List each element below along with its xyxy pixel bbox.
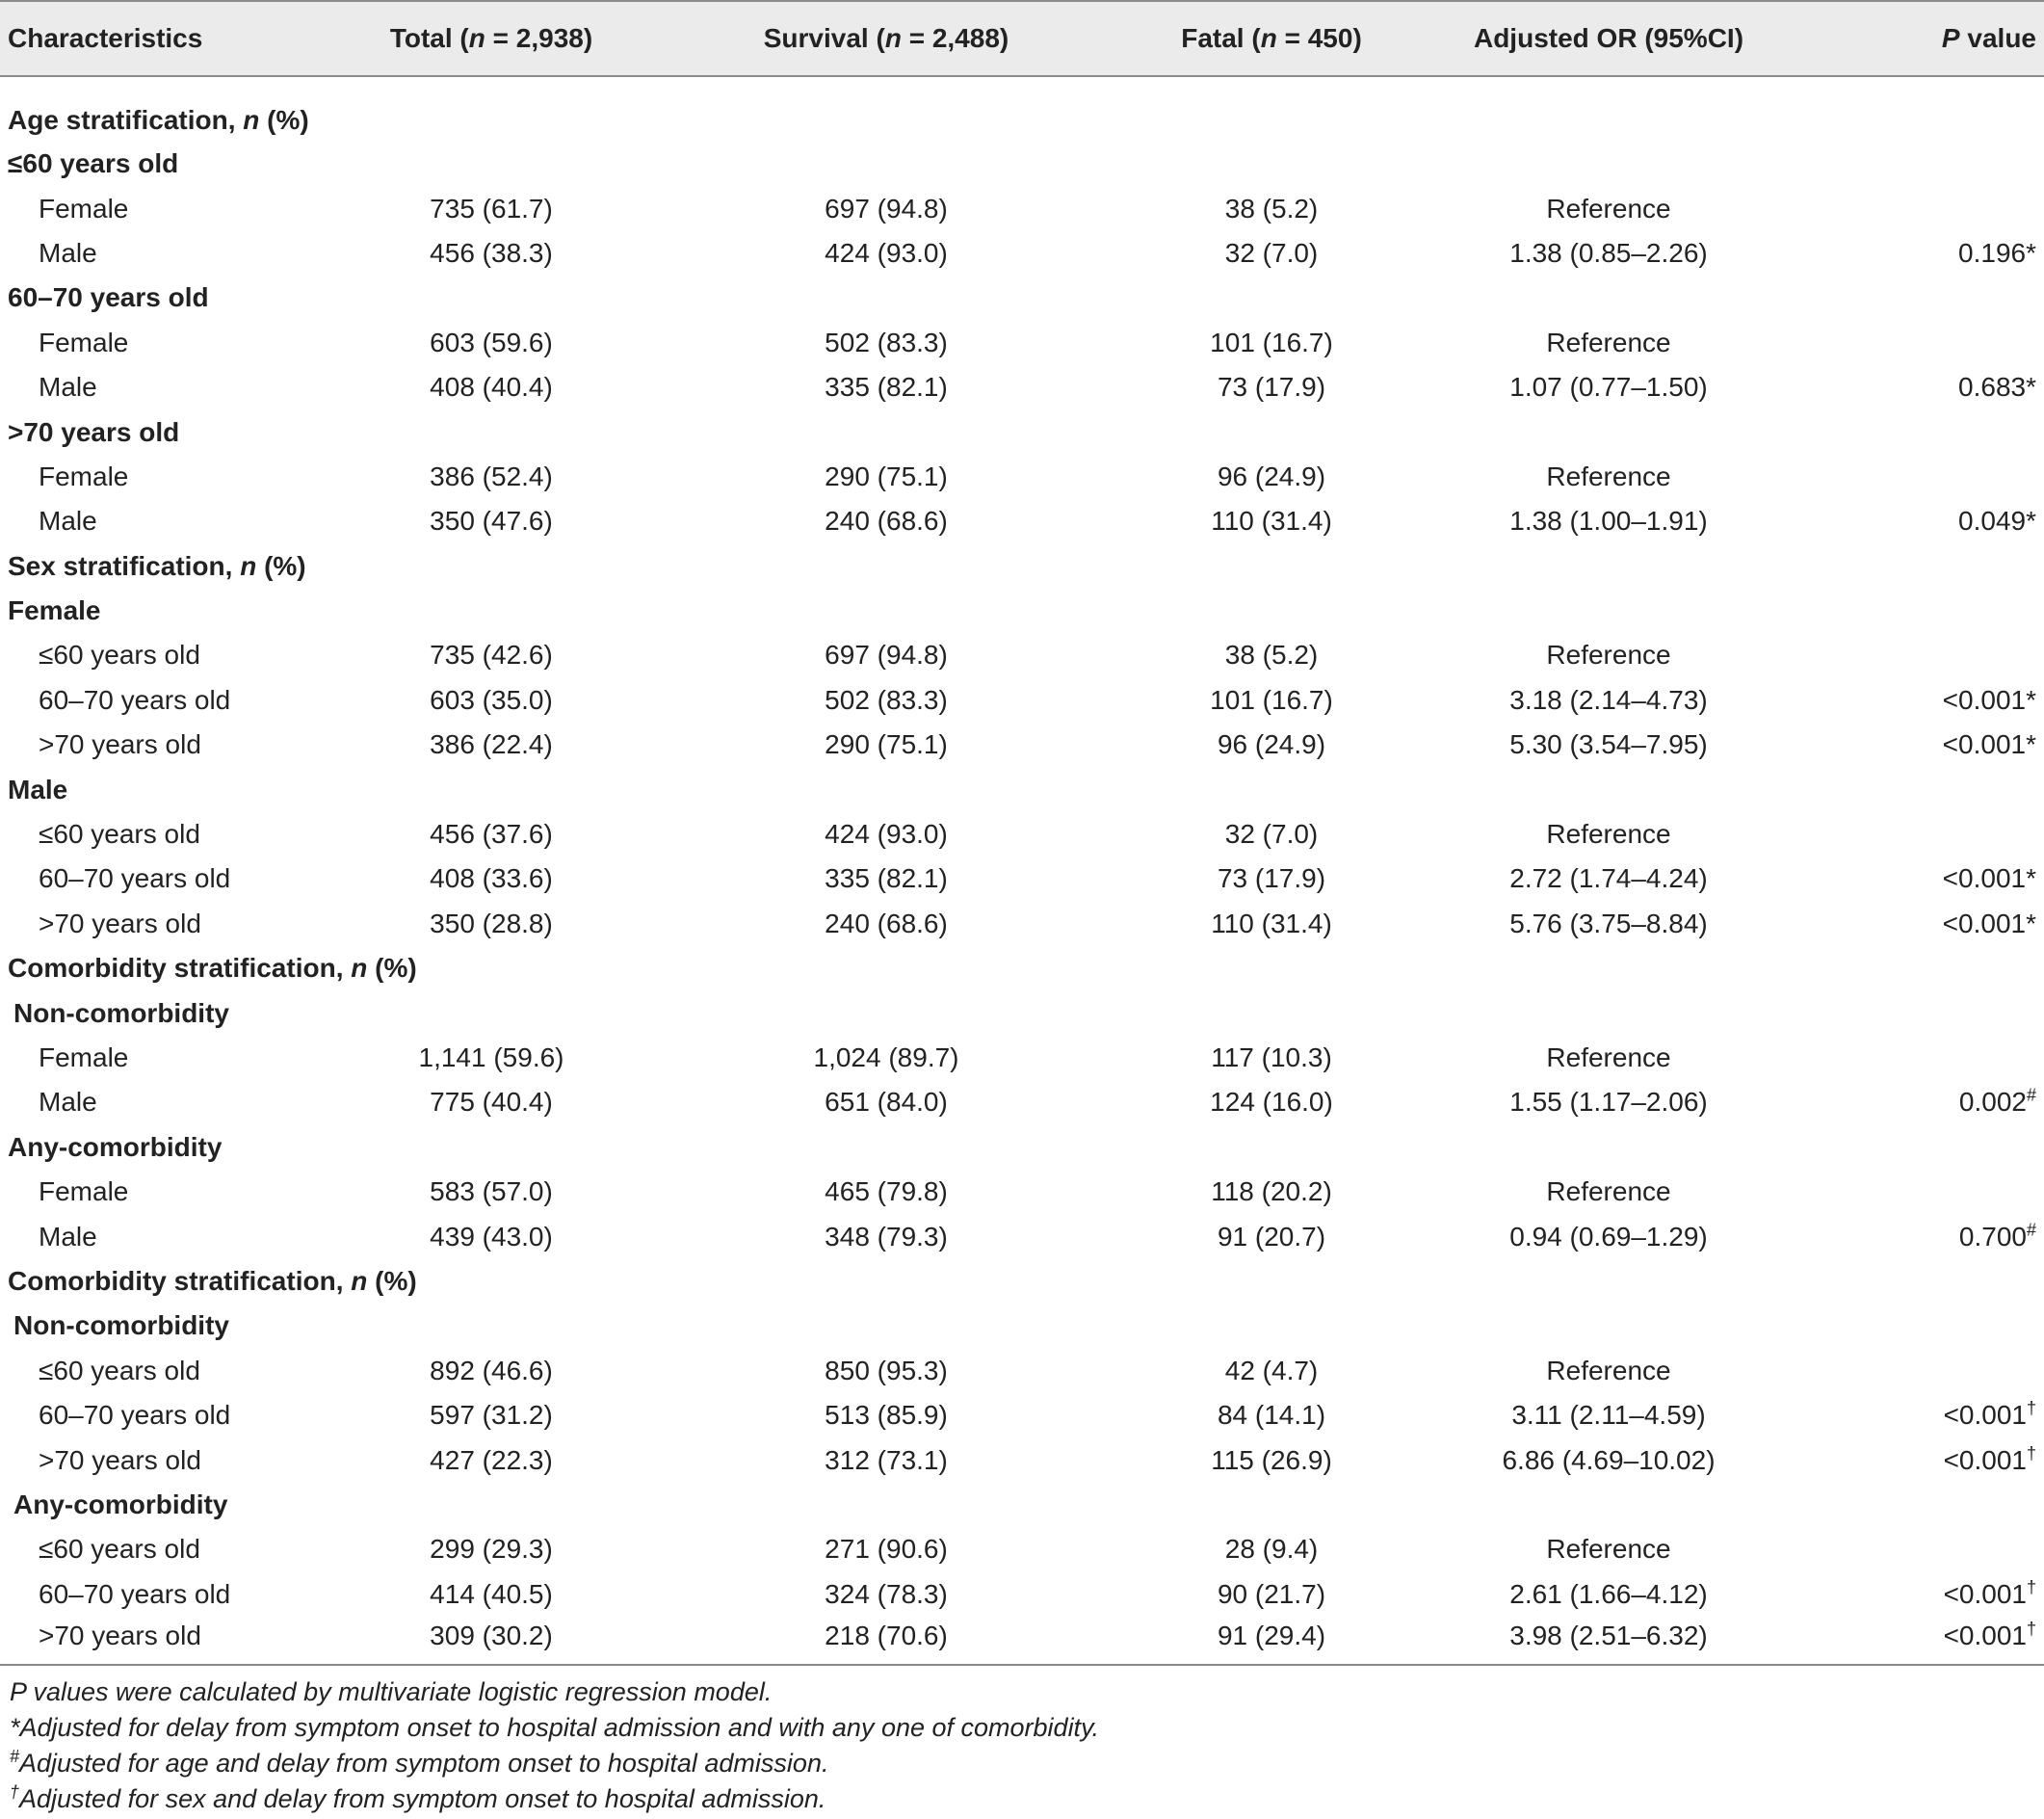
cell-total: 414 (40.5) [430, 1578, 553, 1609]
cell-fatal: 91 (29.4) [1108, 1617, 1435, 1665]
subgroup-heading: 60–70 years old [8, 282, 209, 313]
row-label: ≤60 years old [39, 1355, 200, 1385]
cell-adjusted-or: Reference [1546, 327, 1671, 357]
row-label: Female [39, 461, 129, 491]
cell-total: 408 (33.6) [430, 863, 553, 894]
subgroup-heading-row [0, 767, 2044, 811]
cell-total: 386 (22.4) [430, 729, 553, 760]
cell-adjusted-or: Reference [1546, 461, 1671, 491]
subgroup-heading: Any-comorbidity [13, 1489, 228, 1519]
cell-p-value: <0.001† [1943, 1398, 2036, 1431]
table-row [0, 455, 2044, 499]
footnote-marker: † [10, 1782, 20, 1802]
subgroup-heading-row [0, 142, 2044, 186]
cell-fatal: 73 (17.9) [1217, 372, 1326, 403]
cell-survival: 335 (82.1) [825, 372, 948, 403]
footnote: *Adjusted for delay from symptom onset to hospital admission and with any one of comorbidity. [10, 1713, 1100, 1742]
cell-total: 603 (35.0) [430, 684, 553, 715]
cell-survival: 513 (85.9) [825, 1400, 948, 1431]
col-header-total: Total (n = 2,938) [318, 1, 665, 76]
table-row [0, 857, 2044, 901]
cell-p-value: <0.001* [1942, 863, 2036, 894]
col-header-fatal: Fatal (n = 450) [1108, 1, 1435, 76]
subgroup-heading-row [0, 589, 2044, 633]
table-row [0, 1214, 2044, 1258]
row-label: ≤60 years old [39, 1534, 200, 1565]
table-row [0, 723, 2044, 767]
footnote-marker: # [10, 1747, 20, 1766]
cell-survival: 335 (82.1) [825, 863, 948, 894]
cell-fatal: 38 (5.2) [1224, 193, 1319, 224]
cell-survival: 1,024 (89.7) [813, 1042, 959, 1072]
subgroup-heading: Non-comorbidity [13, 997, 229, 1028]
subgroup-heading: Female [8, 595, 101, 626]
section-heading: Sex stratification, n (%) [8, 550, 306, 581]
table-row [0, 812, 2044, 857]
cell-fatal: 118 (20.2) [1211, 1176, 1332, 1207]
cell-adjusted-or: 1.38 (0.85–2.26) [1509, 237, 1708, 268]
cell-p-value [1782, 455, 2044, 499]
cell-total: 350 (28.8) [430, 908, 553, 938]
table-row [0, 1617, 2044, 1665]
cell-total: 603 (59.6) [430, 327, 553, 357]
cell-fatal: 110 (31.4) [1211, 908, 1332, 938]
cell-total: 1,141 (59.6) [418, 1042, 564, 1072]
row-label: Male [39, 1087, 97, 1118]
cell-total: 735 (61.7) [430, 193, 553, 224]
subgroup-heading: Any-comorbidity [8, 1131, 223, 1162]
cell-survival: 502 (83.3) [825, 327, 948, 357]
cell-p-value: <0.001† [1782, 1617, 2044, 1665]
cell-survival: 651 (84.0) [825, 1087, 948, 1118]
table-row [0, 1527, 2044, 1571]
cell-adjusted-or: 2.72 (1.74–4.24) [1509, 863, 1708, 894]
cell-total: 427 (22.3) [430, 1444, 553, 1475]
cell-survival: 240 (68.6) [825, 506, 948, 537]
row-label: Female [39, 327, 129, 357]
cell-fatal: 115 (26.9) [1211, 1444, 1332, 1475]
subgroup-heading-row [0, 990, 2044, 1035]
cell-p-value: <0.001* [1942, 684, 2036, 715]
row-label: 60–70 years old [39, 863, 231, 894]
section-heading-row [0, 1259, 2044, 1304]
cell-p-value [1782, 812, 2044, 857]
cell-fatal: 101 (16.7) [1210, 327, 1333, 357]
p-value-marker: † [2026, 1619, 2036, 1639]
table-header [0, 1, 2044, 76]
cell-adjusted-or: 6.86 (4.69–10.02) [1502, 1444, 1716, 1475]
footnote: #Adjusted for age and delay from symptom onset to hospital admission. [10, 1747, 829, 1778]
table-row [0, 1080, 2044, 1124]
p-value-marker: † [2026, 1398, 2036, 1418]
cell-fatal: 73 (17.9) [1217, 863, 1326, 894]
table-row [0, 678, 2044, 723]
cell-p-value [1782, 1170, 2044, 1214]
row-label: 60–70 years old [39, 1400, 231, 1431]
table-body [0, 76, 2044, 1665]
cell-fatal: 32 (7.0) [1224, 237, 1319, 268]
subgroup-heading: ≤60 years old [8, 148, 179, 179]
col-header-p-value: P value [1782, 1, 2044, 76]
cell-adjusted-or: Reference [1546, 1042, 1671, 1072]
cell-total: 583 (57.0) [430, 1176, 553, 1207]
subgroup-heading-row [0, 276, 2044, 320]
row-label: >70 years old [39, 908, 201, 938]
table-row [0, 902, 2044, 946]
row-label: 60–70 years old [39, 684, 231, 715]
cell-fatal: 96 (24.9) [1217, 461, 1326, 491]
row-label: >70 years old [39, 729, 201, 760]
section-heading-row [0, 544, 2044, 589]
cell-survival: 697 (94.8) [825, 640, 948, 671]
row-label: Female [39, 1176, 129, 1207]
cell-total: 892 (46.6) [430, 1355, 553, 1385]
row-label: 60–70 years old [39, 1578, 231, 1609]
section-heading: Comorbidity stratification, n (%) [8, 1265, 417, 1296]
row-label: >70 years old [0, 1617, 318, 1665]
p-value-marker: † [2026, 1443, 2036, 1463]
cell-total: 350 (47.6) [430, 506, 553, 537]
row-label: Female [39, 1042, 129, 1072]
cell-survival: 218 (70.6) [665, 1617, 1108, 1665]
cell-fatal: 28 (9.4) [1224, 1534, 1319, 1565]
cell-adjusted-or: 1.55 (1.17–2.06) [1509, 1087, 1708, 1118]
cell-total: 386 (52.4) [430, 461, 553, 491]
header-row [0, 1, 2044, 76]
cell-survival: 290 (75.1) [825, 461, 948, 491]
table-row [0, 1036, 2044, 1080]
cell-adjusted-or: 1.38 (1.00–1.91) [1509, 506, 1708, 537]
cell-fatal: 42 (4.7) [1224, 1355, 1319, 1385]
section-heading-row [0, 946, 2044, 990]
row-label: Male [39, 1221, 97, 1252]
cell-p-value: <0.001† [1943, 1443, 2036, 1475]
cell-p-value: 0.196* [1958, 237, 2036, 268]
section-heading-row [0, 76, 2044, 142]
cell-p-value [1782, 1349, 2044, 1393]
cell-fatal: 110 (31.4) [1211, 506, 1332, 537]
table-row [0, 1572, 2044, 1617]
cell-p-value [1782, 186, 2044, 230]
cell-survival: 312 (73.1) [825, 1444, 948, 1475]
cell-total: 299 (29.3) [430, 1534, 553, 1565]
cell-total: 456 (38.3) [430, 237, 553, 268]
section-heading: Age stratification, n (%) [8, 105, 309, 135]
subgroup-heading-row [0, 1483, 2044, 1527]
cell-adjusted-or: Reference [1546, 819, 1671, 850]
table-row [0, 1437, 2044, 1482]
cell-survival: 240 (68.6) [825, 908, 948, 938]
cell-p-value: <0.001† [1943, 1577, 2036, 1609]
footnote: †Adjusted for sex and delay from symptom onset to hospital admission. [10, 1782, 826, 1813]
cell-adjusted-or: Reference [1546, 1355, 1671, 1385]
row-label: Male [39, 372, 97, 403]
table-row [0, 1349, 2044, 1393]
row-label: ≤60 years old [39, 819, 200, 850]
cell-p-value: 0.049* [1958, 506, 2036, 537]
subgroup-heading: Male [8, 774, 68, 804]
cell-fatal: 101 (16.7) [1210, 684, 1333, 715]
cell-survival: 348 (79.3) [825, 1221, 948, 1252]
cell-fatal: 91 (20.7) [1217, 1221, 1326, 1252]
cell-survival: 850 (95.3) [825, 1355, 948, 1385]
row-label: Female [39, 193, 129, 224]
cell-fatal: 32 (7.0) [1224, 819, 1319, 850]
footnote: P values were calculated by multivariate logistic regression model. [10, 1677, 773, 1706]
section-heading: Comorbidity stratification, n (%) [8, 953, 417, 984]
cell-fatal: 90 (21.7) [1217, 1578, 1326, 1609]
cell-p-value [1782, 633, 2044, 677]
cell-p-value [1782, 1527, 2044, 1571]
p-value-marker: # [2026, 1086, 2036, 1106]
cell-total: 439 (43.0) [430, 1221, 553, 1252]
row-label: >70 years old [39, 1444, 201, 1475]
cell-adjusted-or: 3.11 (2.11–4.59) [1511, 1400, 1706, 1431]
cell-fatal: 38 (5.2) [1224, 640, 1319, 671]
cell-adjusted-or: 3.18 (2.14–4.73) [1509, 684, 1708, 715]
subgroup-heading-row [0, 409, 2044, 454]
cell-total: 775 (40.4) [430, 1087, 553, 1118]
cell-total: 597 (31.2) [430, 1400, 553, 1431]
table-row [0, 321, 2044, 365]
table-row [0, 231, 2044, 276]
cell-p-value [1782, 321, 2044, 365]
cell-adjusted-or: Reference [1546, 1176, 1671, 1207]
subgroup-heading-row [0, 1304, 2044, 1348]
cell-fatal: 117 (10.3) [1211, 1042, 1332, 1072]
cell-adjusted-or: 1.07 (0.77–1.50) [1509, 372, 1708, 403]
subgroup-heading-row [0, 1125, 2044, 1170]
table-row [0, 365, 2044, 409]
cell-p-value: <0.001* [1942, 908, 2036, 938]
table-row [0, 499, 2044, 543]
cell-fatal: 96 (24.9) [1217, 729, 1326, 760]
col-header-survival: Survival (n = 2,488) [665, 1, 1108, 76]
cell-p-value: 0.002# [1958, 1086, 2036, 1118]
cell-p-value: 0.700# [1958, 1220, 2036, 1252]
row-label: Male [39, 506, 97, 537]
cell-total: 309 (30.2) [318, 1617, 665, 1665]
cell-p-value [1782, 1036, 2044, 1080]
cell-survival: 465 (79.8) [825, 1176, 948, 1207]
p-value-marker: † [2026, 1577, 2036, 1597]
cell-adjusted-or: 5.30 (3.54–7.95) [1509, 729, 1708, 760]
col-header-adjusted-or: Adjusted OR (95%CI) [1435, 1, 1782, 76]
cell-survival: 697 (94.8) [825, 193, 948, 224]
cell-fatal: 84 (14.1) [1217, 1400, 1326, 1431]
cell-p-value: 0.683* [1958, 372, 2036, 403]
table-row [0, 1393, 2044, 1437]
cell-adjusted-or: 2.61 (1.66–4.12) [1509, 1578, 1708, 1609]
cell-adjusted-or: 0.94 (0.69–1.29) [1509, 1221, 1708, 1252]
row-label: Male [39, 237, 97, 268]
cell-survival: 424 (93.0) [825, 237, 948, 268]
cell-total: 408 (40.4) [430, 372, 553, 403]
cell-adjusted-or: 5.76 (3.75–8.84) [1509, 908, 1708, 938]
cell-survival: 271 (90.6) [825, 1534, 948, 1565]
table-row [0, 1170, 2044, 1214]
p-value-marker: # [2026, 1220, 2036, 1240]
cell-total: 456 (37.6) [430, 819, 553, 850]
col-header-characteristics: Characteristics [0, 1, 318, 76]
cell-survival: 324 (78.3) [825, 1578, 948, 1609]
cell-adjusted-or: Reference [1546, 1534, 1671, 1565]
cell-adjusted-or: 3.98 (2.51–6.32) [1435, 1617, 1782, 1665]
cell-survival: 424 (93.0) [825, 819, 948, 850]
row-label: ≤60 years old [39, 640, 200, 671]
cell-p-value: <0.001* [1942, 729, 2036, 760]
table-footnotes [10, 1674, 1099, 1817]
cell-adjusted-or: Reference [1546, 640, 1671, 671]
cell-total: 735 (42.6) [430, 640, 553, 671]
table-row [0, 186, 2044, 230]
cell-fatal: 124 (16.0) [1210, 1087, 1333, 1118]
cell-adjusted-or: Reference [1546, 193, 1671, 224]
cell-survival: 290 (75.1) [825, 729, 948, 760]
cell-survival: 502 (83.3) [825, 684, 948, 715]
subgroup-heading: >70 years old [8, 416, 180, 447]
table-row [0, 633, 2044, 677]
subgroup-heading: Non-comorbidity [13, 1310, 229, 1341]
